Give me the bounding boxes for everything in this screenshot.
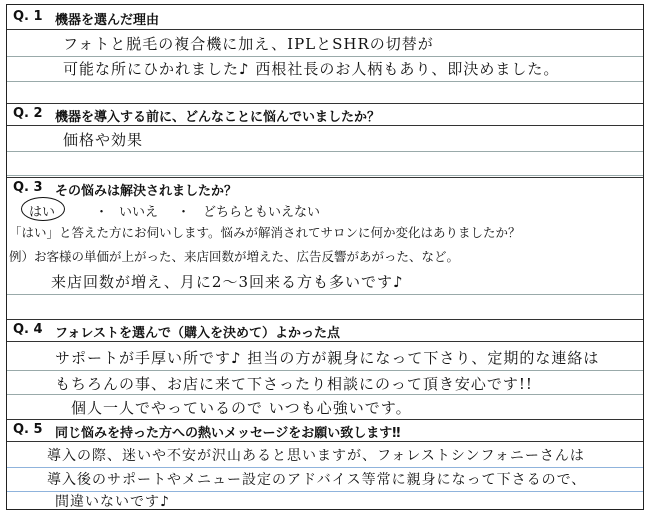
option-no: いいえ — [119, 205, 159, 220]
divider — [7, 29, 643, 30]
q4-answer-line-1: サポートが手厚い所です♪ 担当の方が親身になって下さり、定期的な連絡は — [55, 349, 600, 367]
q4-answer-line-3: 個人一人でやっているので いつも心強いです。 — [71, 399, 412, 417]
q4-number: Q. 4 — [13, 322, 43, 337]
divider — [7, 177, 643, 178]
q5-answer-line-1: 導入の際、迷いや不安が沢山あると思いますが、フォレストシンフォニーさんは — [47, 448, 585, 464]
rule-line — [7, 175, 643, 176]
rule-line — [7, 294, 643, 295]
divider — [7, 103, 643, 104]
q5-number: Q. 5 — [13, 422, 43, 437]
option-separator: ・ — [177, 205, 191, 220]
divider — [7, 441, 643, 442]
q3-answer-line-1: 来店回数が増え、月に2〜3回来る方も多いです♪ — [51, 273, 404, 291]
q1-question: 機器を選んだ理由 — [55, 13, 160, 28]
divider — [7, 419, 643, 420]
q3-followup: 「はい」と答えた方にお伺いします。悩みが解消されてサロンに何か変化はありましたか？ — [9, 225, 521, 240]
q3-question: その悩みは解決されましたか？ — [55, 184, 238, 199]
q5-question: 同じ悩みを持った方への熱いメッセージをお願い致します‼ — [55, 426, 401, 441]
rule-line — [7, 370, 643, 371]
q4-answer-line-2: もちろんの事、お店に来て下さったり相談にのって頂き安心です!! — [55, 375, 533, 393]
divider — [7, 341, 643, 342]
q1-number: Q. 1 — [13, 9, 43, 24]
rule-line — [7, 151, 643, 152]
q2-answer-line-1: 価格や効果 — [63, 131, 144, 149]
option-separator: ・ — [95, 205, 109, 220]
q3-number: Q. 3 — [13, 180, 43, 195]
divider — [7, 125, 643, 126]
q2-question: 機器を導入する前に、どんなことに悩んでいましたか？ — [55, 110, 381, 125]
q4-question: フォレストを選んで（購入を決めて）よかった点 — [55, 326, 340, 341]
rule-line — [7, 81, 643, 82]
option-neither: どちらともいえない — [203, 205, 321, 220]
q3-example: 例）お客様の単価が上がった、来店回数が増えた、広告反響があがった、など。 — [9, 249, 460, 264]
q5-answer-line-2: 導入後のサポートやメニュー設定のアドバイス等常に親身になって下さるので、 — [47, 472, 587, 488]
rule-line — [7, 467, 643, 468]
q5-answer-line-3: 間違いないです♪ — [55, 494, 170, 510]
q2-number: Q. 2 — [13, 106, 43, 121]
survey-sheet — [6, 4, 644, 510]
option-yes: はい — [29, 205, 56, 220]
q1-answer-line-2: 可能な所にひかれました♪ 西根社長のお人柄もあり、即決めました。 — [63, 60, 560, 78]
rule-line — [7, 394, 643, 395]
divider — [7, 319, 643, 320]
q1-answer-line-1: フォトと脱毛の複合機に加え、IPLとSHRの切替が — [63, 35, 434, 53]
rule-line — [7, 56, 643, 57]
